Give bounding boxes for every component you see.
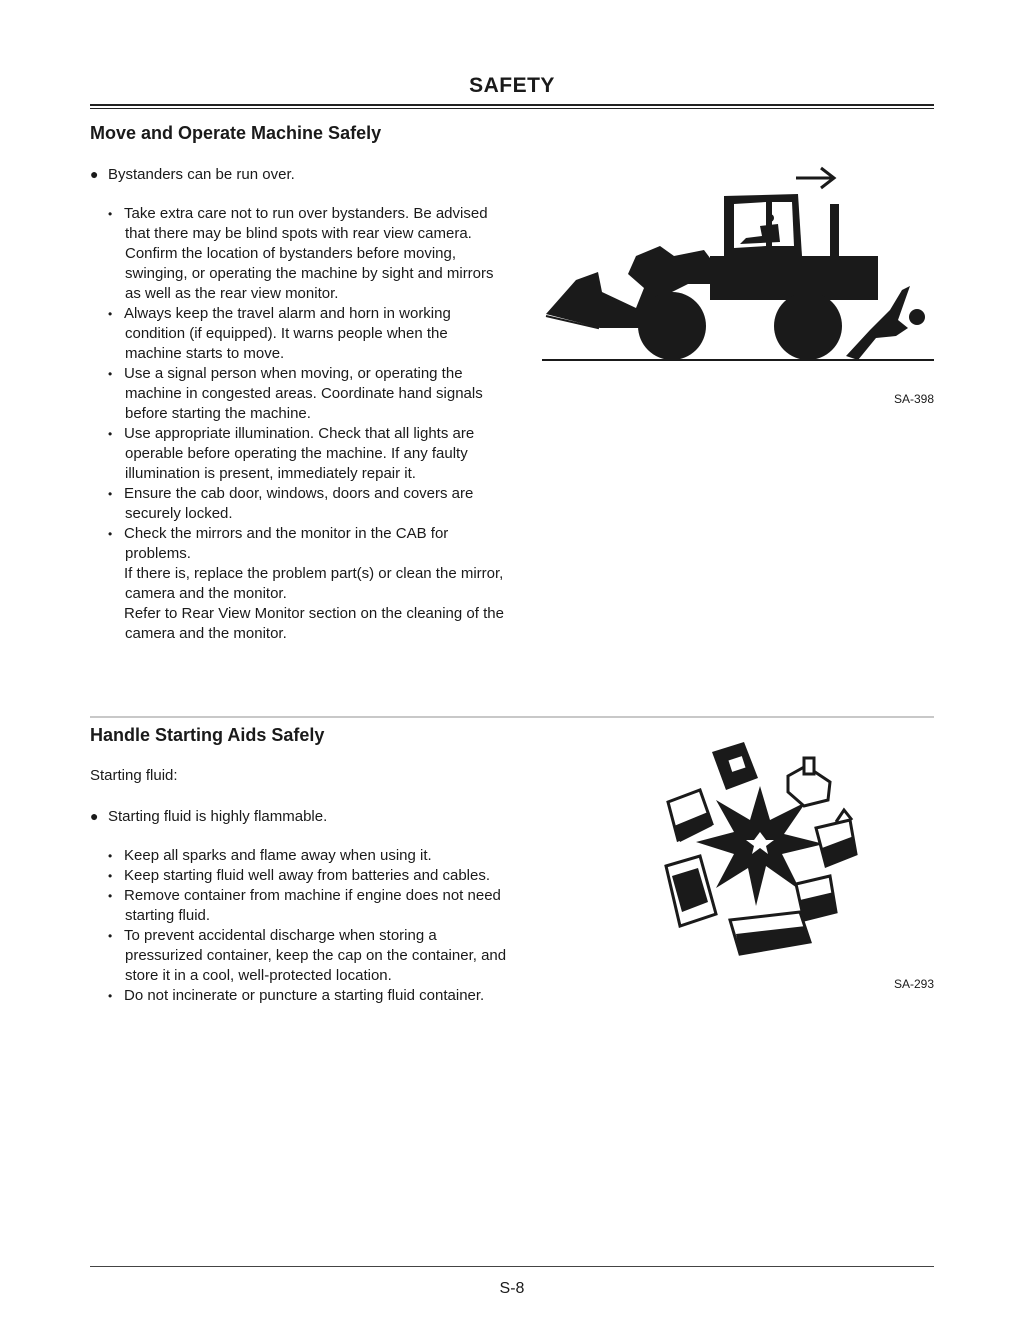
- header-rule: [90, 104, 934, 106]
- wheel-loader-illustration: [540, 160, 940, 370]
- list-item: [108, 986, 528, 1006]
- section-title-move-operate: Move and Operate Machine Safely: [90, 123, 382, 143]
- fluid-can-icon: [816, 810, 856, 866]
- list-line: pressurized container, keep the cap on the container, and: [125, 947, 507, 964]
- list-line: swinging, or operating the machine by sight and mirrors: [125, 265, 494, 282]
- bullet-text: Bystanders can be run over.: [108, 166, 295, 183]
- list-item: [108, 304, 528, 364]
- figure-label: SA-293: [893, 977, 934, 991]
- list-item: [108, 204, 528, 304]
- list-line: condition (if equipped). It warns people when the: [125, 325, 448, 342]
- section-title-starting-aids: Handle Starting Aids Safely: [90, 725, 325, 745]
- fluid-can-icon: [666, 856, 716, 926]
- list-item: [108, 424, 528, 484]
- list-marker-icon: •: [108, 849, 113, 863]
- list-marker-icon: •: [108, 487, 113, 501]
- spray-cap-icon: [788, 758, 830, 806]
- list-marker-icon: •: [108, 427, 113, 441]
- footer-rule: [90, 1266, 934, 1267]
- list-line: To prevent accidental discharge when storing a: [124, 927, 437, 944]
- list-line: as well as the rear view monitor.: [125, 285, 339, 302]
- list-line: Always keep the travel alarm and horn in working: [124, 305, 451, 322]
- list-marker-icon: •: [108, 889, 113, 903]
- starting-aids-list: [108, 846, 528, 1006]
- header-rule-thin: [90, 108, 934, 109]
- list-line: camera and the monitor.: [125, 585, 287, 602]
- list-line: operable before operating the machine. If any faulty: [125, 445, 468, 462]
- list-marker-icon: •: [108, 527, 113, 541]
- list-item: [108, 846, 528, 866]
- page-number: S-8: [499, 1280, 525, 1297]
- bullet-dot-icon: ●: [90, 808, 99, 824]
- list-item: [108, 886, 528, 926]
- starting-fluid-explosion-illustration: [660, 736, 860, 966]
- list-line: Use appropriate illumination. Check that all lights are: [124, 425, 475, 442]
- direction-arrow-icon: [796, 168, 834, 188]
- page-title: SAFETY: [469, 74, 555, 97]
- intro-text: Starting fluid:: [90, 767, 178, 784]
- move-operate-list: [108, 204, 528, 644]
- list-line: that there may be blind spots with rear view camera.: [125, 225, 472, 242]
- bullet-flammable: [90, 806, 530, 827]
- list-item: [108, 866, 528, 886]
- list-line: Remove container from machine if engine does not need: [124, 887, 501, 904]
- list-item: [108, 364, 528, 424]
- list-line: Confirm the location of bystanders before moving,: [125, 245, 457, 262]
- list-line: machine starts to move.: [125, 345, 285, 362]
- list-line: Use a signal person when moving, or operating the: [124, 365, 463, 382]
- list-marker-icon: •: [108, 869, 113, 883]
- list-item: [108, 484, 528, 524]
- list-line: Refer to Rear View Monitor section on the cleaning of the: [124, 605, 504, 622]
- list-item: [108, 524, 528, 644]
- list-line: machine in congested areas. Coordinate hand signals: [125, 385, 483, 402]
- list-marker-icon: •: [108, 307, 113, 321]
- list-line: store it in a cool, well-protected location.: [125, 967, 392, 984]
- figure-label: SA-398: [893, 392, 934, 406]
- list-line: securely locked.: [125, 505, 233, 522]
- list-line: before starting the machine.: [125, 405, 311, 422]
- bullet-bystanders: [90, 164, 530, 185]
- list-line: Do not incinerate or puncture a starting fluid container.: [124, 987, 485, 1004]
- list-line: starting fluid.: [125, 907, 211, 924]
- list-line: Check the mirrors and the monitor in the CAB for: [124, 525, 449, 542]
- list-marker-icon: •: [108, 367, 113, 381]
- section-divider: [90, 716, 934, 718]
- list-line: Ensure the cab door, windows, doors and covers are: [124, 485, 474, 502]
- aerosol-can-icon: [712, 742, 758, 790]
- list-marker-icon: •: [108, 207, 113, 221]
- list-marker-icon: •: [108, 989, 113, 1003]
- list-line: illumination is present, immediately repair it.: [125, 465, 416, 482]
- list-line: Keep starting fluid well away from batteries and cables.: [124, 867, 491, 884]
- list-line: If there is, replace the problem part(s) or clean the mirror,: [124, 565, 504, 582]
- bullet-text: Starting fluid is highly flammable.: [108, 808, 328, 825]
- fluid-can-icon: [668, 790, 712, 842]
- list-item: [108, 926, 528, 986]
- list-line: problems.: [125, 545, 191, 562]
- list-line: Keep all sparks and flame away when using it.: [124, 847, 432, 864]
- fluid-can-icon: [730, 912, 810, 954]
- fluid-can-icon: [796, 876, 836, 920]
- list-line: Take extra care not to run over bystanders. Be advised: [124, 205, 488, 222]
- list-line: camera and the monitor.: [125, 625, 287, 642]
- list-marker-icon: •: [108, 929, 113, 943]
- bullet-dot-icon: ●: [90, 166, 99, 182]
